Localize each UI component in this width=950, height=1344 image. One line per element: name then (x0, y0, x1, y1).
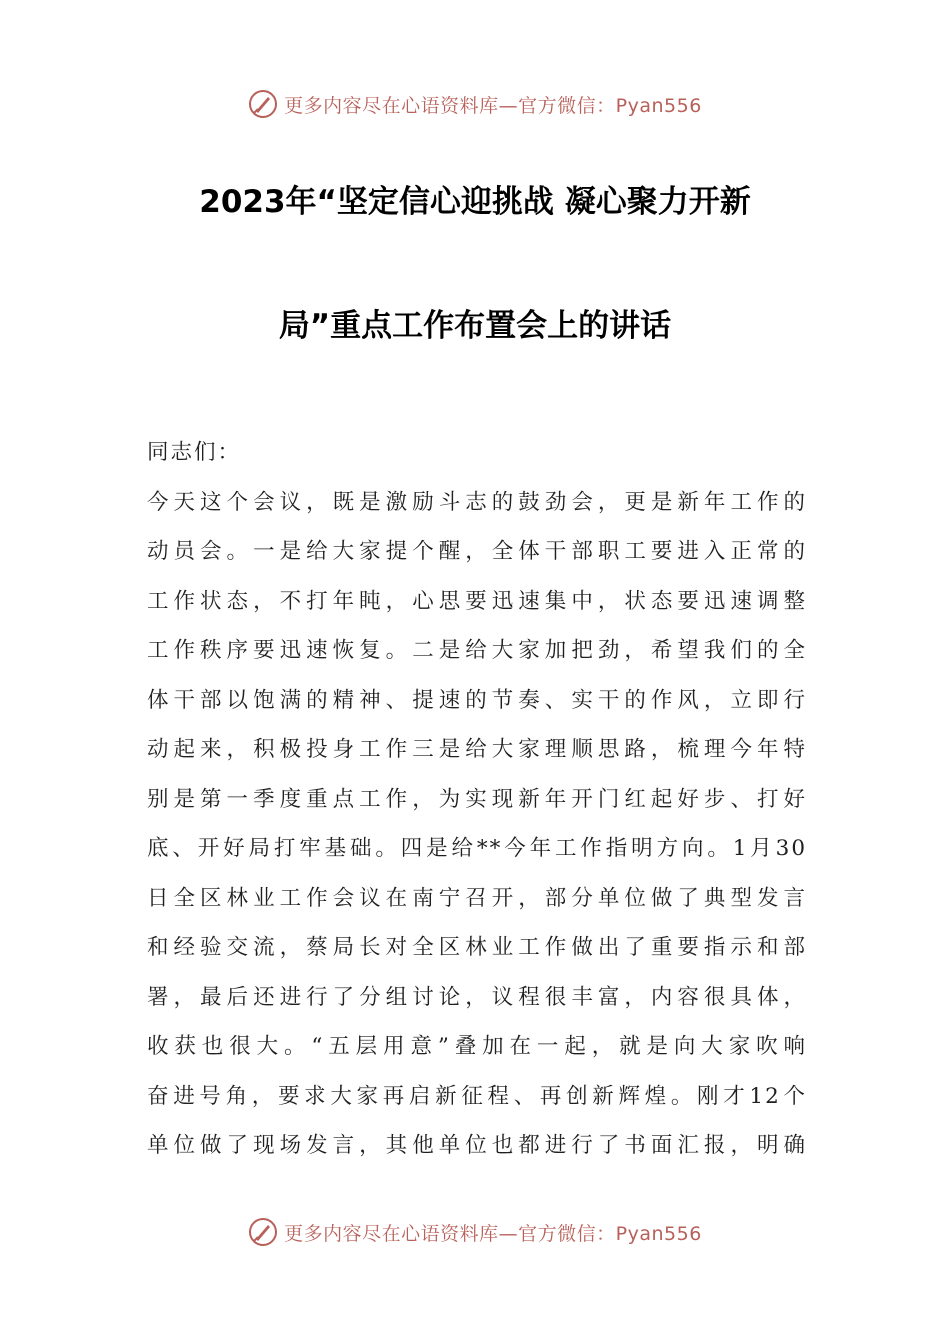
body-line: 奋进号角，要求大家再启新征程、再创新辉煌。刚才12个 (147, 1083, 807, 1109)
body-line: 体干部以饱满的精神、提速的节奏、实干的作风，立即行 (147, 687, 807, 713)
quill-logo-icon (248, 1217, 278, 1247)
body-line: 今天这个会议，既是激励斗志的鼓劲会，更是新年工作的 (147, 489, 807, 515)
body-line: 底、开好局打牢基础。四是给**今年工作指明方向。1月30 (147, 836, 807, 861)
body-line: 日全区林业工作会议在南宁召开，部分单位做了典型发言 (147, 885, 807, 911)
header-watermark (0, 84, 950, 124)
body-line: 别是第一季度重点工作，为实现新年开门红起好步、打好 (147, 786, 807, 812)
document-title-line-2: 局”重点工作布置会上的讲话 (278, 308, 672, 344)
salutation: 同志们： (147, 440, 242, 465)
body-line: 署，最后还进行了分组讨论，议程很丰富，内容很具体， (147, 984, 807, 1010)
body-line: 收获也很大。“五层用意”叠加在一起，就是向大家吹响 (147, 1034, 807, 1059)
quill-logo-icon (248, 89, 278, 119)
watermark-text: 更多内容尽在心语资料库—官方微信：Pyan556 (284, 94, 702, 117)
watermark-text: 更多内容尽在心语资料库—官方微信：Pyan556 (284, 1222, 702, 1245)
body-line: 动员会。一是给大家提个醒，全体干部职工要进入正常的 (147, 539, 807, 564)
body-line: 工作秩序要迅速恢复。二是给大家加把劲，希望我们的全 (147, 638, 807, 663)
footer-watermark (0, 1212, 950, 1252)
body-line: 单位做了现场发言，其他单位也都进行了书面汇报，明确 (147, 1133, 807, 1158)
body-line: 工作状态，不打年盹，心思要迅速集中，状态要迅速调整 (147, 588, 807, 614)
document-title-line-1: 2023年“坚定信心迎挑战 凝心聚力开新 (199, 184, 751, 220)
document-body (147, 428, 807, 1171)
body-line: 动起来，积极投身工作三是给大家理顺思路，梳理今年特 (147, 737, 807, 762)
body-line: 和经验交流，蔡局长对全区林业工作做出了重要指示和部 (147, 935, 807, 960)
